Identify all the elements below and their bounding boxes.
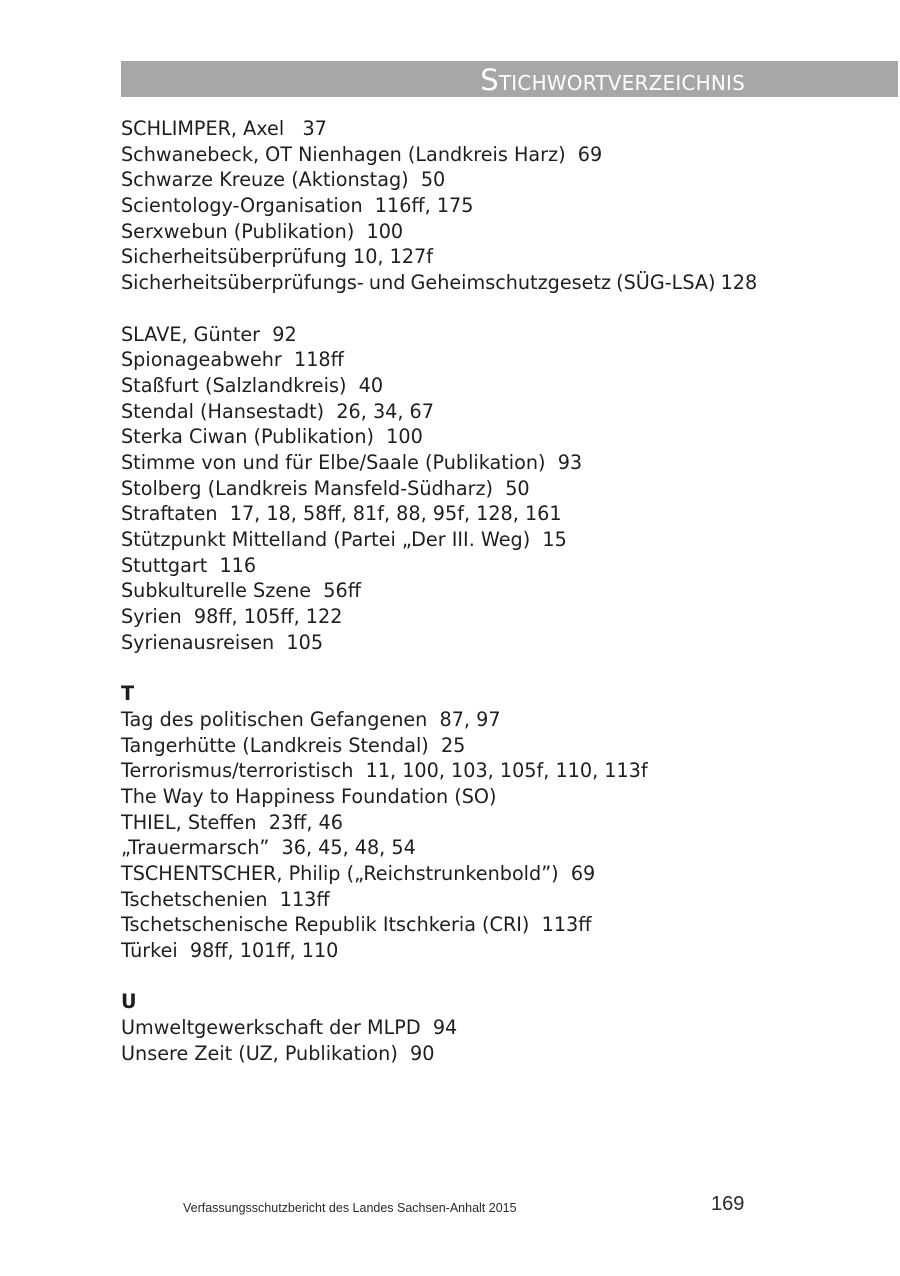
index-entry: „Trauermarsch” 36, 45, 48, 54 <box>121 836 416 860</box>
index-entry: Stolberg (Landkreis Mansfeld-Südharz) 50 <box>121 476 530 500</box>
keyword-index <box>121 116 781 1066</box>
section-header-bar <box>121 61 898 97</box>
index-entry: SLAVE, Günter 92 <box>121 322 297 346</box>
index-group-s-continued <box>121 322 781 656</box>
index-entry: Sicherheitsüberprüfungs- und Geheimschutzgesetz (SÜG-LSA) 128 <box>121 271 758 295</box>
index-entry: Stendal (Hansestadt) 26, 34, 67 <box>121 399 434 423</box>
index-entry: Stützpunkt Mittelland (Partei „Der III. Weg) 15 <box>121 528 567 551</box>
index-entry: Türkei 98ff, 101ff, 110 <box>121 939 339 962</box>
index-entry: Sterka Ciwan (Publikation) 100 <box>121 425 423 449</box>
index-entry: The Way to Happiness Foundation (SO) <box>121 784 497 808</box>
group-spacer <box>121 655 781 681</box>
index-entry: Straftaten 17, 18, 58ff, 81f, 88, 95f, 128, 161 <box>121 502 562 526</box>
index-entry: Stimme von und für Elbe/Saale (Publikation) 93 <box>121 450 583 474</box>
page-number: 169 <box>711 1193 745 1215</box>
index-group-s <box>121 116 781 296</box>
index-letter-heading: U <box>121 990 137 1014</box>
index-entry: Schwanebeck, OT Nienhagen (Landkreis Harz) 69 <box>121 142 603 166</box>
group-spacer <box>121 296 781 322</box>
index-entry: Stuttgart 116 <box>121 553 257 577</box>
section-title: Stichwortverzeichnis <box>480 63 745 97</box>
index-entry: Tangerhütte (Landkreis Stendal) 25 <box>121 733 466 757</box>
index-entry: Tschetschenien 113ff <box>121 887 330 911</box>
group-spacer <box>121 964 781 990</box>
index-entry: Schwarze Kreuze (Aktionstag) 50 <box>121 168 446 192</box>
index-entry: THIEL, Steffen 23ff, 46 <box>121 810 343 834</box>
index-letter-heading: T <box>121 682 135 706</box>
index-entry: Terrorismus/terroristisch 11, 100, 103, 105f, 110, 113f <box>121 759 648 783</box>
index-entry: Syrienausreisen 105 <box>121 630 324 654</box>
index-entry: Syrien 98ff, 105ff, 122 <box>121 605 343 629</box>
index-group-t <box>121 707 781 964</box>
index-entry: TSCHENTSCHER, Philip („Reichstrunkenbold”) 69 <box>121 861 596 885</box>
index-entry: Tschetschenische Republik Itschkeria (CRI) 113ff <box>121 913 592 937</box>
index-entry: Subkulturelle Szene 56ff <box>121 579 361 603</box>
index-entry: Unsere Zeit (UZ, Publikation) 90 <box>121 1041 435 1065</box>
index-group-u <box>121 1015 781 1066</box>
index-entry: Spionageabwehr 118ff <box>121 348 344 372</box>
index-entry: SCHLIMPER, Axel 37 <box>121 117 327 140</box>
index-entry: Staßfurt (Salzlandkreis) 40 <box>121 373 384 397</box>
index-entry: Sicherheitsüberprüfung 10, 127f <box>121 245 434 269</box>
index-entry: Umweltgewerkschaft der MLPD 94 <box>121 1016 458 1040</box>
footer-publication-title: Verfassungsschutzbericht des Landes Sachsen-Anhalt 2015 <box>183 1201 517 1215</box>
index-entry: Scientology-Organisation 116ff, 175 <box>121 194 474 218</box>
index-entry: Tag des politischen Gefangenen 87, 97 <box>121 707 501 731</box>
index-entry: Serxwebun (Publikation) 100 <box>121 219 404 243</box>
